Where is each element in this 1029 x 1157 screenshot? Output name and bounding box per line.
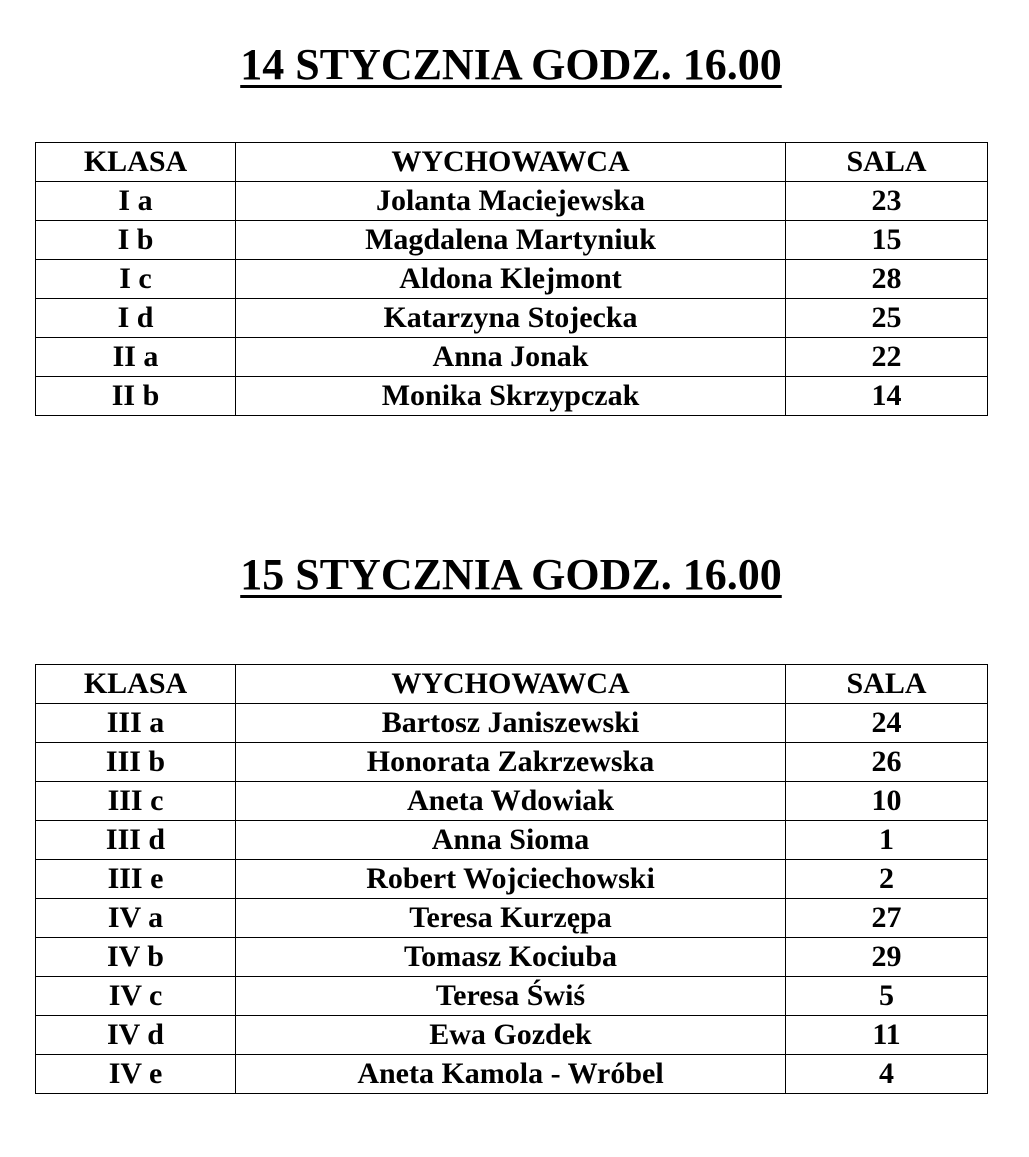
cell-wychowawca: Aneta Wdowiak <box>236 782 786 821</box>
cell-klasa: II b <box>36 377 236 416</box>
cell-sala: 1 <box>786 821 988 860</box>
table-row <box>36 377 988 416</box>
cell-sala: 25 <box>786 299 988 338</box>
table-row <box>36 338 988 377</box>
column-header-sala: SALA <box>786 143 988 182</box>
cell-sala: 4 <box>786 1055 988 1094</box>
cell-wychowawca: Anna Sioma <box>236 821 786 860</box>
column-header-wychowawca: WYCHOWAWCA <box>236 143 786 182</box>
cell-wychowawca: Honorata Zakrzewska <box>236 743 786 782</box>
table-row <box>36 704 988 743</box>
cell-wychowawca: Ewa Gozdek <box>236 1016 786 1055</box>
cell-klasa: IV a <box>36 899 236 938</box>
cell-sala: 23 <box>786 182 988 221</box>
cell-sala: 15 <box>786 221 988 260</box>
cell-klasa: III b <box>36 743 236 782</box>
cell-sala: 10 <box>786 782 988 821</box>
section-heading <box>0 550 1022 600</box>
cell-sala: 26 <box>786 743 988 782</box>
cell-wychowawca: Teresa Kurzępa <box>236 899 786 938</box>
table-row <box>36 182 988 221</box>
column-header-klasa: KLASA <box>36 143 236 182</box>
table-row <box>36 938 988 977</box>
cell-klasa: III a <box>36 704 236 743</box>
cell-sala: 22 <box>786 338 988 377</box>
table-header-row <box>36 143 988 182</box>
cell-klasa: I d <box>36 299 236 338</box>
cell-wychowawca: Teresa Świś <box>236 977 786 1016</box>
cell-klasa: IV b <box>36 938 236 977</box>
cell-klasa: III d <box>36 821 236 860</box>
cell-sala: 14 <box>786 377 988 416</box>
cell-klasa: I c <box>36 260 236 299</box>
cell-klasa: I a <box>36 182 236 221</box>
cell-sala: 29 <box>786 938 988 977</box>
cell-sala: 24 <box>786 704 988 743</box>
schedule-table <box>35 142 988 416</box>
cell-sala: 28 <box>786 260 988 299</box>
table-row <box>36 1055 988 1094</box>
cell-klasa: III e <box>36 860 236 899</box>
table-row <box>36 782 988 821</box>
column-header-wychowawca: WYCHOWAWCA <box>236 665 786 704</box>
table-row <box>36 821 988 860</box>
cell-sala: 11 <box>786 1016 988 1055</box>
table-row <box>36 299 988 338</box>
cell-klasa: IV c <box>36 977 236 1016</box>
cell-wychowawca: Robert Wojciechowski <box>236 860 786 899</box>
cell-klasa: III c <box>36 782 236 821</box>
section-heading-text: 14 STYCZNIA GODZ. 16.00 <box>240 40 782 89</box>
cell-klasa: I b <box>36 221 236 260</box>
column-header-sala: SALA <box>786 665 988 704</box>
cell-sala: 27 <box>786 899 988 938</box>
cell-klasa: IV e <box>36 1055 236 1094</box>
cell-wychowawca: Tomasz Kociuba <box>236 938 786 977</box>
table-row <box>36 260 988 299</box>
cell-klasa: II a <box>36 338 236 377</box>
table-row <box>36 860 988 899</box>
column-header-klasa: KLASA <box>36 665 236 704</box>
table-row <box>36 743 988 782</box>
cell-wychowawca: Monika Skrzypczak <box>236 377 786 416</box>
section-heading <box>0 40 1022 90</box>
cell-wychowawca: Aneta Kamola - Wróbel <box>236 1055 786 1094</box>
table-row <box>36 221 988 260</box>
table-row <box>36 899 988 938</box>
cell-wychowawca: Magdalena Martyniuk <box>236 221 786 260</box>
cell-wychowawca: Aldona Klejmont <box>236 260 786 299</box>
table-row <box>36 977 988 1016</box>
cell-wychowawca: Katarzyna Stojecka <box>236 299 786 338</box>
cell-wychowawca: Anna Jonak <box>236 338 786 377</box>
schedule-table <box>35 664 988 1094</box>
cell-klasa: IV d <box>36 1016 236 1055</box>
cell-sala: 5 <box>786 977 988 1016</box>
table-row <box>36 1016 988 1055</box>
section-heading-text: 15 STYCZNIA GODZ. 16.00 <box>240 550 782 599</box>
cell-wychowawca: Jolanta Maciejewska <box>236 182 786 221</box>
cell-wychowawca: Bartosz Janiszewski <box>236 704 786 743</box>
cell-sala: 2 <box>786 860 988 899</box>
table-header-row <box>36 665 988 704</box>
